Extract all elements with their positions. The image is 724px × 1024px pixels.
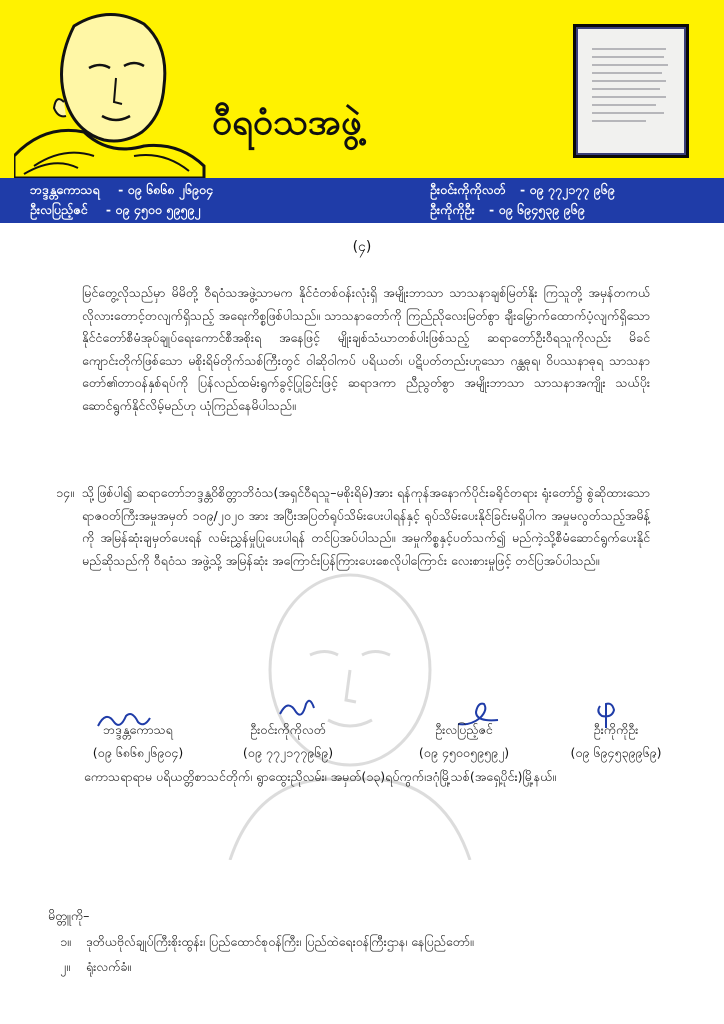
signature-2-icon <box>276 694 316 722</box>
cc-title: မိတ္တူကို– <box>48 908 90 923</box>
signatory-4: ဦးကိုကိုဦး (၀၉ ၆၉၄၅၃၉၉၆၉) <box>570 722 662 760</box>
contact-1: ဘဒ္ဒန္တကောသရ - ၀၉ ၆၈၆၈ ၂၆၉၀၄ <box>30 182 214 197</box>
document-photo <box>573 24 689 158</box>
monk-portrait-icon <box>14 6 214 178</box>
contact-4: ဦးကိုကိုဦး - ၀၉ ၆၉၄၅၃၉ ၉၆၉ <box>430 202 585 217</box>
header-banner <box>0 0 724 178</box>
paragraph-text: သို့ဖြစ်ပါ၍ ဆရာတော်ဘဒ္ဒန္တဝိစိတ္တာဘိဝံသ(အရှင်ဝီရသူ–မစိုးရိမ်)အား ရန်ကုန်အနောက်ပိုင်းခရိုင်တရား ရုံးတော်၌ စွဲဆိုထားသော ရာဇဝတ်ကြီးအမှုအမှတ် ၁၀၉/၂၀၂၀ အား အပြီးအပြတ်ရုပ်သိမ်းပေးပါရန်နှင့် ရုပ်သိမ်းပေးနိုင်ခြင်းမရှိပါက အမှုမလွတ်သည့်အမိန့်ကို အမြန်ဆုံးချမှတ်ပေးရန် လမ်းညွှန်မှုပြုပေးပါရန် တင်ပြအပ်ပါသည်။ အမှုကိစ္စနှင့်ပတ်သက်၍ မည်ကဲ့သို့စီမံဆောင်ရွက်ပေးနိုင်မည်ဆိုသည်ကို ဝီရဝံသ အဖွဲ့သို့ အမြန်ဆုံး အကြောင်းပြန်ကြားပေးစေလိုပါကြောင်း လေးစားမှုဖြင့် တင်ပြအပ်ပါသည်။ <box>82 485 650 568</box>
contact-2: ဦးဝင်းကိုကိုလတ် - ၀၉ ၇၇၂၁၇၇ ၉၆၉ <box>430 182 615 197</box>
address-line: ကောသရာရာမ ပရိယတ္တိစာသင်တိုက်၊ ရွာထွေးညိုလမ်း၊ အမှတ်(၁၃)ရပ်ကွက်၊ဒဂုံမြို့သစ်(အရှေ့ပိုင်း)မြို့နယ်။ <box>84 769 557 784</box>
cc-item: ၁။ ဒုတိယဗိုလ်ချုပ်ကြီးစိုးထွန်း၊ ပြည်ထောင်စုဝန်ကြီး၊ ပြည်ထဲရေးဝန်ကြီးဌာန၊ နေပြည်တော်။ <box>60 934 474 949</box>
signatory-3: ဦးလပြည့်ဇင် (၀၉ ၄၅၀၀၅၉၅၉၂) <box>418 722 510 760</box>
body-paragraph-2 <box>56 482 650 572</box>
cc-item: ၂။ ရုံးလက်ခံ။ <box>60 959 132 974</box>
signatory-2: ဦးဝင်းကိုကိုလတ် (၀၉ ၇၇၂၁၇၇၉၆၉) <box>242 722 334 760</box>
contact-bar <box>0 178 724 223</box>
signatory-1: ဘဒ္ဒန္တကောသရ (၀၉ ၆၈၆၈၂၆၉၀၄) <box>92 722 184 760</box>
body-paragraph-1: မြင်တွေ့လိုသည်မှာ မိမိတို့ ဝီရဝံသအဖွဲ့သာမက နိုင်ငံတစ်ဝန်းလုံးရှိ အမျိုးဘာသာ သာသနာချစ်မြတ်နိုး ကြသူတို့ အမှန်တကယ် လိုလားတောင့်တလျက်ရှိသည့် အရေးကိစ္စဖြစ်ပါသည်။ သာသနာတော်ကို ကြည်ညိုလေးမြတ်စွာ ချီးမြှောက်ထောက်ပံ့လျက်ရှိသော နိုင်ငံတော်စီမံအုပ်ချုပ်ရေးကောင်စီအစိုးရ အနေဖြင့် မျိုးချစ်သံဃာတစ်ပါးဖြစ်သည့် ဆရာတော်ဦးဝီရသူကိုလည်း မိခင်ကျောင်းတိုက်ဖြစ်သော မစိုးရိမ်တိုက်သစ်ကြီးတွင် ဝါဆိုဝါကပ် ပရိယတ်၊ ပဋိပတ်တည်းဟူသော ဂန္ထဓုရ၊ ဝိပဿနာဓုရ သာသနာ တော်၏တာဝန်နှစ်ရပ်ကို ပြန်လည်ထမ်းရွက်ခွင့်ပြုခြင်းဖြင့် ဆရာဒကာ ညီညွတ်စွာ အမျိုးဘာသာ သာသနာအကျိုး သယ်ပိုးဆောင်ရွက်နိုင်လိမ့်မည်ဟု ယုံကြည်နေမိပါသည်။ <box>82 285 650 413</box>
handwritten-document-icon <box>586 41 674 137</box>
paragraph-number: ၁၄။ <box>56 485 74 500</box>
contact-3: ဦးလပြည့်ဇင် - ၀၉ ၄၅၀၀ ၅၉၅၉၂ <box>30 202 201 217</box>
page-number: (၄) <box>352 239 372 255</box>
org-title: ဝီရဝံသအဖွဲ့ <box>212 102 362 143</box>
